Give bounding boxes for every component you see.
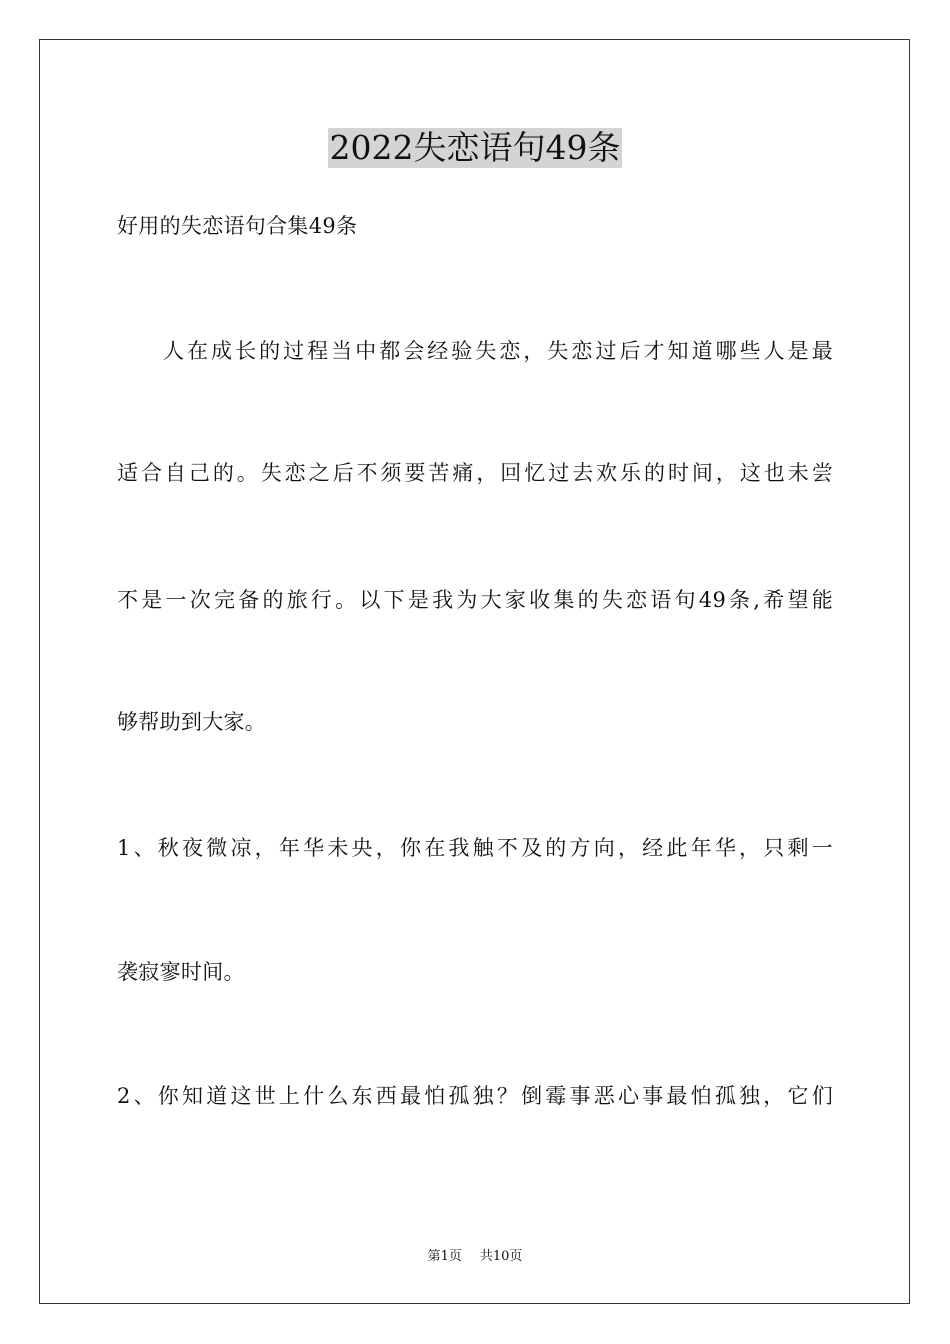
paragraph-line-2: 适合自己的。失恋之后不须要苦痛，回忆过去欢乐的时间，这也未尝 [117,461,833,485]
page-footer [0,1248,950,1266]
page-total: 共10页 [479,1249,523,1264]
list-item-1-line-1: 1、秋夜微凉，年华未央，你在我触不及的方向，经此年华，只剩一 [117,836,833,860]
paragraph-line-3: 不是一次完备的旅行。以下是我为大家收集的失恋语句49条,希望能 [117,588,833,612]
page-number: 第1页 [427,1249,462,1264]
list-item-2-line-1: 2、你知道这世上什么东西最怕孤独？倒霉事恶心事最怕孤独，它们 [117,1084,833,1108]
title-container [0,128,950,168]
list-item-1-line-2: 袭寂寥时间。 [117,960,245,984]
paragraph-line-4: 够帮助到大家。 [117,710,267,734]
document-title: 2022失恋语句49条 [329,128,621,167]
paragraph-line-1: 人在成长的过程当中都会经验失恋，失恋过后才知道哪些人是最 [163,339,833,363]
document-subtitle: 好用的失恋语句合集49条 [117,214,358,238]
